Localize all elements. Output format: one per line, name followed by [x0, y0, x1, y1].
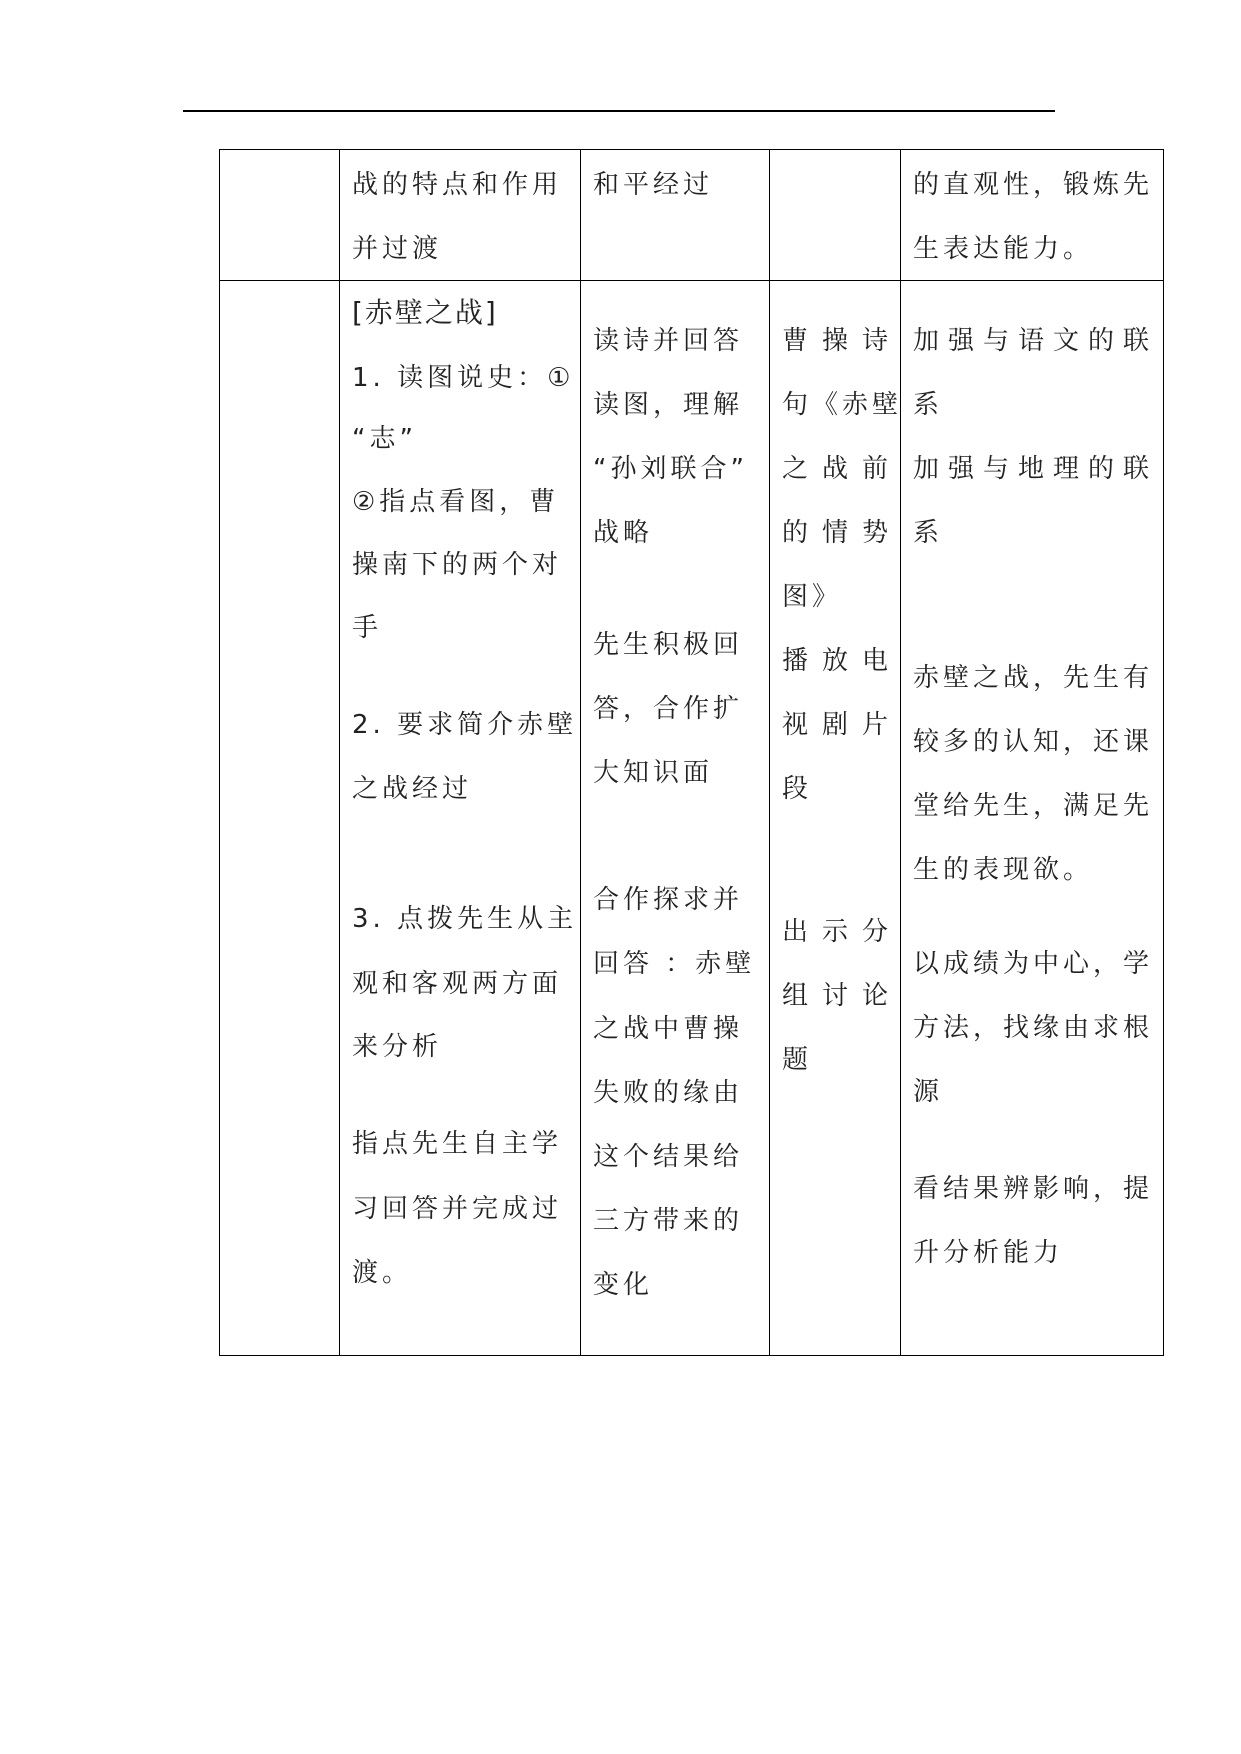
cell-text: 三方带来的: [593, 1206, 744, 1236]
table-cell-empty: [220, 150, 340, 281]
cell-text: 题: [782, 1045, 813, 1075]
table-row: [220, 150, 1164, 281]
cell-text: 生表达能力。: [913, 234, 1094, 264]
cell-text: 方法，找缘由求根: [913, 1013, 1154, 1043]
table-cell-media: [770, 281, 901, 1356]
cell-text: 先生积极回: [593, 630, 744, 660]
lesson-plan-table: [219, 149, 1164, 1356]
cell-text: 加强与语文的联: [913, 326, 1159, 356]
cell-text: 出示分: [782, 917, 903, 947]
table-cell-media: [770, 150, 901, 281]
cell-text: 观和客观两方面: [352, 969, 563, 999]
table-row: [220, 281, 1164, 1356]
table-cell-student-activity: [581, 150, 770, 281]
cell-text: 图》: [782, 582, 843, 612]
cell-text: 视剧片: [782, 710, 903, 740]
cell-text: 系: [913, 390, 944, 420]
cell-text: “孙刘联合”: [593, 454, 748, 484]
table-cell-teacher-activity: [340, 150, 581, 281]
cell-text: 大知识面: [593, 758, 714, 788]
cell-text: 段: [782, 774, 813, 804]
cell-text: 3. 点拨先生从主: [352, 904, 578, 934]
cell-text: 的直观性，锻炼先: [913, 170, 1154, 200]
table-cell-teacher-activity: [340, 281, 581, 1356]
cell-text: 习回答并完成过: [352, 1194, 563, 1224]
cell-text: 变化: [593, 1270, 654, 1300]
cell-text: 读图，理解: [593, 390, 744, 420]
table-cell-empty: [220, 281, 340, 1356]
section-title: [赤壁之战]: [352, 296, 498, 329]
cell-text: 失败的缘由: [593, 1078, 744, 1108]
cell-text: 答，合作扩: [593, 694, 744, 724]
cell-text: ②指点看图，曹: [352, 487, 560, 517]
cell-text: 之战前: [782, 454, 903, 484]
cell-text: 合作探求并: [593, 885, 744, 915]
cell-text: 赤壁之战，先生有: [913, 663, 1154, 693]
cell-text: 源: [913, 1077, 944, 1107]
table-cell-design-intent: [901, 281, 1164, 1356]
cell-text: 生的表现欲。: [913, 855, 1094, 885]
cell-text: 这个结果给: [593, 1142, 744, 1172]
cell-text: 1. 读图说史：①: [352, 363, 575, 393]
cell-text: 手: [352, 613, 383, 643]
cell-text: 战略: [593, 518, 654, 548]
header-rule: [183, 110, 1055, 112]
cell-text: 之战经过: [352, 774, 473, 804]
cell-text: 以成绩为中心，学: [913, 949, 1154, 979]
cell-text: 战的特点和作用: [352, 170, 563, 200]
cell-text: 和平经过: [593, 170, 714, 200]
cell-text: 并过渡: [352, 234, 443, 264]
cell-text: 之战中曹操: [593, 1014, 744, 1044]
cell-text: 堂给先生，满足先: [913, 791, 1154, 821]
cell-text: 系: [913, 518, 944, 548]
cell-text: 指点先生自主学: [352, 1129, 563, 1159]
cell-text: 较多的认知，还课: [913, 727, 1154, 757]
cell-text: 组讨论: [782, 981, 903, 1011]
table-cell-student-activity: [581, 281, 770, 1356]
cell-text: 渡。: [352, 1258, 413, 1288]
cell-text: 升分析能力: [913, 1238, 1064, 1268]
cell-text: 的情势: [782, 518, 903, 548]
cell-text: 操南下的两个对: [352, 550, 563, 580]
cell-text: 播放电: [782, 646, 903, 676]
cell-text: 回答 ：赤壁: [593, 949, 756, 979]
cell-text: 看结果辨影响，提: [913, 1174, 1154, 1204]
cell-text: 来分析: [352, 1032, 443, 1062]
cell-text: 曹操诗: [782, 326, 903, 356]
cell-text: 句《赤壁: [782, 390, 903, 420]
table-cell-design-intent: [901, 150, 1164, 281]
cell-text: 2. 要求简介赤壁: [352, 710, 578, 740]
cell-text: 加强与地理的联: [913, 454, 1159, 484]
cell-text: “志”: [352, 424, 417, 454]
cell-text: 读诗并回答: [593, 326, 744, 356]
